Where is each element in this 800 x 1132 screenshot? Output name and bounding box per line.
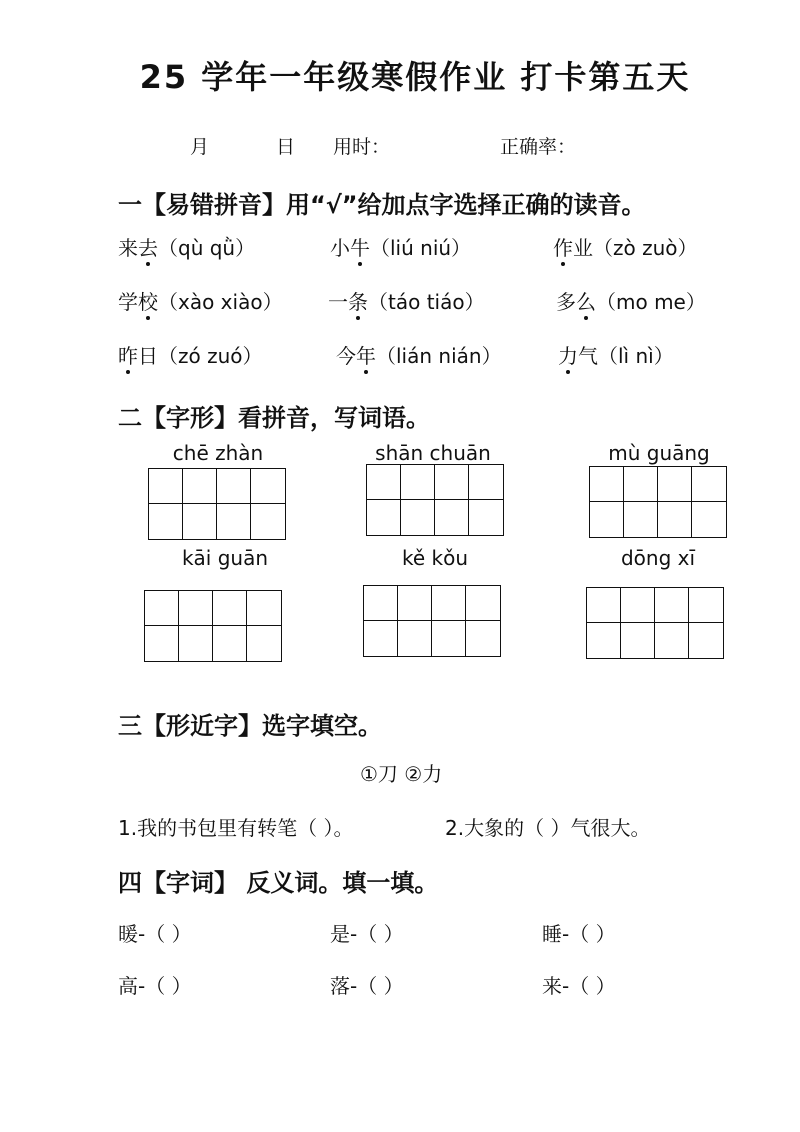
pinyin-item: 作业（zò zuò）: [553, 232, 698, 261]
pinyin-label: dōng xī: [620, 546, 696, 570]
section2-heading: 二【字形】看拼音，写词语。: [118, 404, 430, 432]
antonym-item: 高-（ ）: [118, 974, 192, 998]
pinyin-item: 一条（táo tiáo）: [328, 286, 485, 315]
pinyin-item: 多么（mo me）: [556, 286, 706, 315]
pinyin-item: 来去（qù qǜ）: [118, 232, 255, 261]
pinyin-label: shān chuān: [375, 441, 491, 465]
writing-grid[interactable]: [366, 464, 504, 536]
antonym-item: 暖-（ ）: [118, 922, 192, 946]
pinyin-label: kāi guān: [181, 546, 269, 570]
pinyin-label: kě kǒu: [401, 546, 469, 570]
section1-heading: 一【易错拼音】用“√”给加点字选择正确的读音。: [118, 191, 646, 219]
accuracy-label: 正确率：: [500, 136, 577, 158]
pinyin-item: 学校（xào xiào）: [118, 286, 283, 315]
section3-heading: 三【形近字】选字填空。: [118, 712, 382, 740]
fill-sentence-2: 2.大象的（ ）气很大。: [445, 816, 651, 840]
pinyin-label: mù guāng: [608, 441, 710, 465]
pinyin-item: 力气（lì nì）: [558, 340, 674, 369]
pinyin-item: 昨日（zó zuó）: [118, 340, 263, 369]
worksheet-title: 25 学年一年级寒假作业 打卡第五天: [139, 58, 691, 96]
section4-heading: 四【字词】 反义词。填一填。: [118, 869, 439, 897]
char-choices: ①刀 ②力: [360, 762, 443, 786]
writing-grid[interactable]: [589, 466, 727, 538]
time-label: 用时：: [333, 136, 391, 158]
antonym-item: 落-（ ）: [330, 974, 404, 998]
pinyin-item: 今年（lián nián）: [336, 340, 502, 369]
antonym-item: 来-（ ）: [542, 974, 616, 998]
writing-grid[interactable]: [144, 590, 282, 662]
writing-grid[interactable]: [586, 587, 724, 659]
pinyin-label: chē zhàn: [172, 441, 264, 465]
writing-grid[interactable]: [363, 585, 501, 657]
pinyin-item: 小牛（liú niú）: [330, 232, 471, 261]
writing-grid[interactable]: [148, 468, 286, 540]
day-label: 日: [276, 136, 296, 158]
month-label: 月: [190, 136, 210, 158]
antonym-item: 睡-（ ）: [542, 922, 616, 946]
fill-sentence-1: 1.我的书包里有转笔（ ）。: [118, 816, 354, 840]
antonym-item: 是-（ ）: [330, 922, 404, 946]
